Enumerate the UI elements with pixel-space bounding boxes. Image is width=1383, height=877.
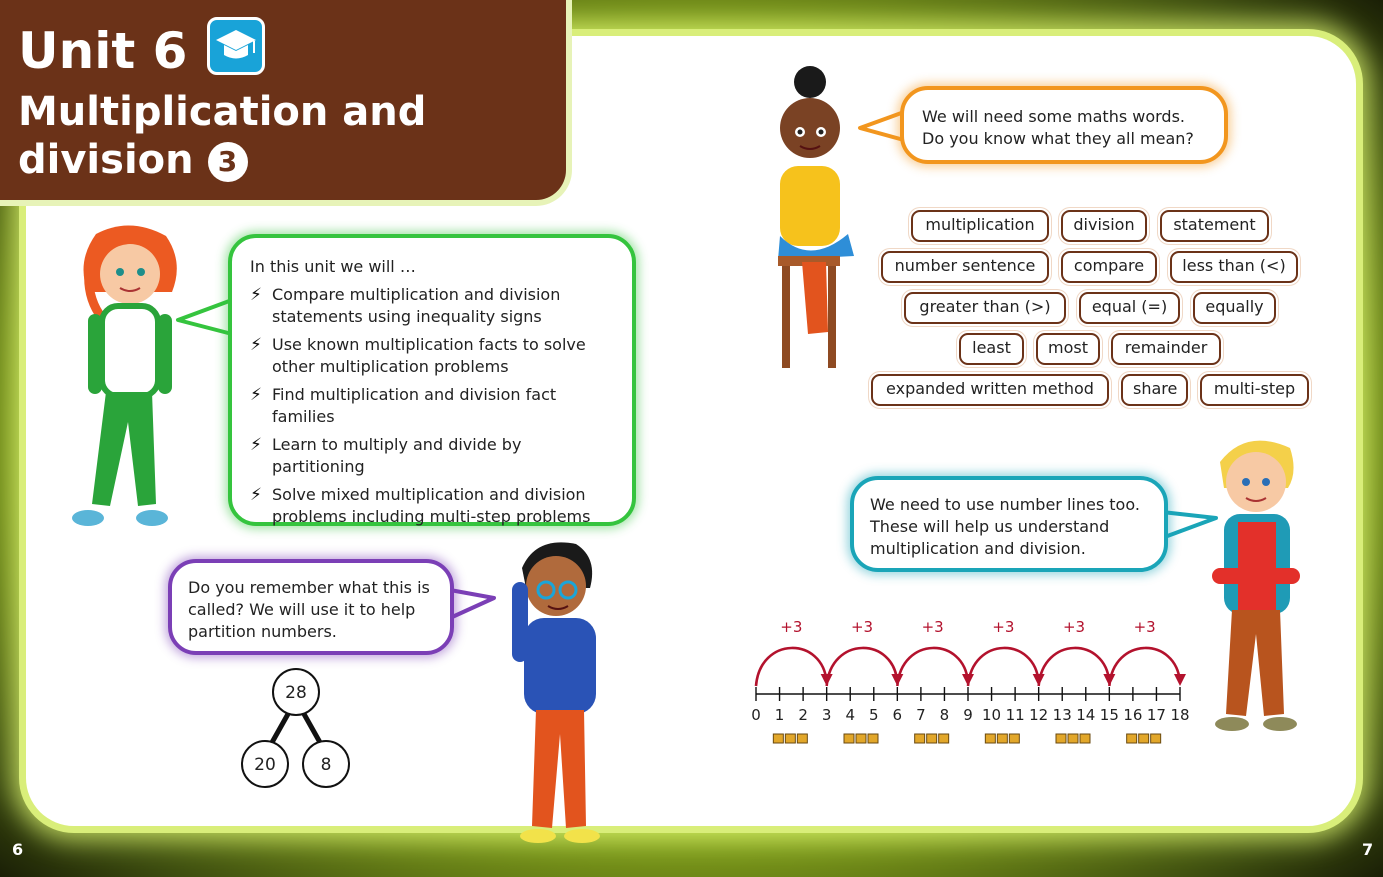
number-line-tick-label: 7: [916, 706, 926, 724]
jump-arc: [756, 648, 827, 686]
number-line-tick-label: 3: [821, 706, 832, 724]
graduation-cap-icon: [207, 17, 265, 75]
number-line-tick-label: 6: [892, 706, 903, 724]
character-boy-blue-hoodie-icon: [506, 538, 616, 848]
vocab-word: less than (<): [1170, 251, 1298, 283]
objective-text: Learn to multiply and divide by partitioning: [272, 435, 522, 476]
unit-subtitle-line1: Multiplication and: [18, 89, 427, 135]
number-line-tick-label: 13: [1052, 706, 1072, 724]
objective-text: Find multiplication and division fact families: [272, 385, 557, 426]
vocab-word: equal (=): [1079, 292, 1180, 324]
objective-item: [250, 484, 616, 528]
counting-cube: [785, 734, 795, 743]
lightning-bolt-icon: ⚡: [250, 435, 262, 455]
purple-bubble-tail: [448, 586, 498, 626]
vocab-word: greater than (>): [904, 292, 1066, 324]
character-boy-red-jacket-icon: [1206, 432, 1306, 742]
green-bubble-tail: [176, 298, 236, 338]
objective-text: Compare multiplication and division statements using inequality signs: [272, 285, 561, 326]
jump-arc: [968, 648, 1039, 686]
number-line-tick-label: 2: [798, 706, 808, 724]
jump-arc: [827, 648, 898, 686]
jump-label: +3: [992, 618, 1015, 636]
number-line-tick-label: 12: [1029, 706, 1049, 724]
vocab-word: least: [959, 333, 1024, 365]
vocab-word: most: [1036, 333, 1100, 365]
counting-cube: [1068, 734, 1078, 743]
counting-cube: [997, 734, 1007, 743]
number-line-tick-label: 18: [1170, 706, 1190, 724]
vocab-word: number sentence: [881, 251, 1049, 283]
whole-value: 28: [285, 683, 307, 703]
character-girl-stool-icon: [766, 66, 866, 376]
part-whole-branch: [270, 714, 288, 746]
counting-cube: [797, 734, 807, 743]
part-value: 8: [320, 755, 332, 775]
number-line-bubble: We need to use number lines too. These will help us understand multiplication and division.: [850, 476, 1168, 572]
number-line-tick-label: 17: [1146, 706, 1166, 724]
counting-cube: [1009, 734, 1019, 743]
counting-cube: [868, 734, 878, 743]
counting-cube: [1127, 734, 1137, 743]
number-line-tick-label: 0: [751, 706, 761, 724]
vocab-word: share: [1121, 374, 1188, 406]
number-line-tick-label: 11: [1005, 706, 1025, 724]
number-line-tick-label: 5: [869, 706, 879, 724]
character-girl-green-icon: [62, 222, 192, 542]
lightning-bolt-icon: ⚡: [250, 485, 262, 505]
vocab-word: expanded written method: [871, 374, 1109, 406]
jump-arc: [1039, 648, 1110, 686]
number-line-tick-label: 1: [774, 706, 785, 724]
number-line-tick-label: 9: [963, 706, 973, 724]
jump-label: +3: [780, 618, 803, 636]
objective-text: Solve mixed multiplication and division problems including multi-step problems: [272, 485, 591, 526]
jump-label: +3: [1133, 618, 1156, 636]
counting-cube: [1139, 734, 1149, 743]
vocab-word: equally: [1193, 292, 1276, 324]
number-line-tick-label: 4: [845, 706, 855, 724]
objective-item: [250, 284, 616, 328]
maths-words-bubble: We will need some maths words. Do you know what they all mean?: [900, 86, 1228, 164]
unit-title: Unit 6: [18, 22, 188, 80]
vocab-word: multi-step: [1200, 374, 1309, 406]
part-value: 20: [254, 755, 276, 775]
objectives-intro: In this unit we will …: [250, 257, 416, 276]
number-line: [748, 614, 1188, 744]
counting-cube: [915, 734, 925, 743]
page-number-right: 7: [1362, 840, 1374, 859]
unit-subtitle-line2: division: [18, 137, 194, 183]
jump-arrowhead: [1174, 674, 1186, 686]
number-line-tick-label: 15: [1099, 706, 1119, 724]
number-line-tick-label: 16: [1123, 706, 1143, 724]
lightning-bolt-icon: ⚡: [250, 285, 262, 305]
number-line-tick-label: 8: [939, 706, 950, 724]
jump-label: +3: [921, 618, 944, 636]
number-line-tick-label: 10: [982, 706, 1002, 724]
jump-arc: [897, 648, 968, 686]
objective-item: [250, 334, 616, 378]
counting-cube: [1151, 734, 1161, 743]
counting-cube: [773, 734, 783, 743]
jump-label: +3: [1062, 618, 1086, 636]
jump-arc: [1109, 648, 1180, 686]
counting-cube: [1080, 734, 1090, 743]
counting-cube: [927, 734, 937, 743]
unit-part-number: 3: [208, 142, 248, 182]
objective-item: [250, 434, 616, 478]
number-line-tick-label: 14: [1076, 706, 1096, 724]
unit-subtitle: [18, 88, 426, 184]
vocab-word: statement: [1160, 210, 1269, 242]
lightning-bolt-icon: ⚡: [250, 335, 262, 355]
lightning-bolt-icon: ⚡: [250, 385, 262, 405]
counting-cube: [939, 734, 949, 743]
counting-cube: [985, 734, 995, 743]
vocab-word: remainder: [1111, 333, 1221, 365]
partition-bubble: Do you remember what this is called? We will use it to help partition numbers.: [168, 559, 454, 655]
page-number-left: 6: [12, 840, 24, 859]
objective-text: Use known multiplication facts to solve other multiplication problems: [272, 335, 586, 376]
unit-banner: [0, 0, 572, 206]
counting-cube: [844, 734, 854, 743]
counting-cube: [856, 734, 866, 743]
part-whole-model: [240, 666, 360, 796]
vocab-word: compare: [1061, 251, 1157, 283]
unit-objectives-bubble: [228, 234, 636, 526]
vocab-word: division: [1061, 210, 1147, 242]
vocab-word: multiplication: [911, 210, 1049, 242]
counting-cube: [1056, 734, 1066, 743]
jump-label: +3: [850, 618, 874, 636]
objective-item: [250, 384, 616, 428]
